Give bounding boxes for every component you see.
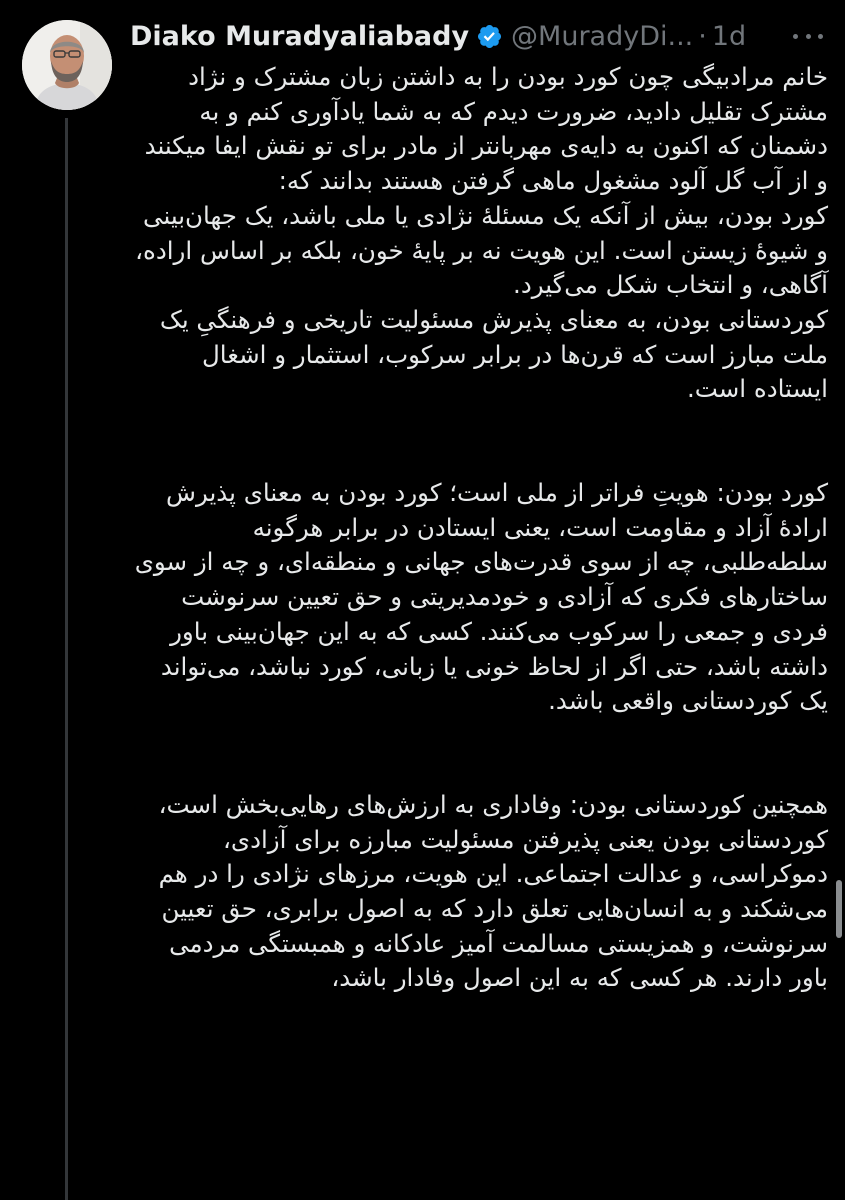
scrollbar-thumb[interactable]: [836, 880, 842, 938]
verified-badge-icon: [476, 23, 503, 50]
tweet-text: [130, 60, 828, 996]
author-handle[interactable]: @MuradyDi...: [511, 20, 694, 52]
timestamp[interactable]: 1d: [711, 20, 747, 52]
avatar[interactable]: [22, 20, 112, 110]
paragraph-spacer: [130, 407, 828, 476]
tweet-paragraph-3: همچنین کوردستانی بودن: وفاداری به ارزش‌های رهایی‌بخش است، کوردستانی بودن یعنی پذیرفتن مسئولیت مبارزه برای آزادی، دموکراسی، و عدالت اجتماعی. این هویت، مرزهای نژادی را در هم می‌شکند و به انسان‌هایی تعلق دارد که به اصول برابری، حق تعیین سرنوشت، و همزیستی مسالمت آمیز عادکانه و همبستگی مردمی باور دارند. هر کسی که به این اصول وفادار باشد،: [158, 789, 828, 993]
tweet-paragraph-2: کورد بودن: هویتِ فراتر از ملی است؛ کورد بودن به معنای پذیرش ارادهٔ آزاد و مقاومت است، یعنی ایستادن در برابر هرگونه سلطه‌طلبی، چه از سوی قدرت‌های جهانی و منطقه‌ای، و چه از سوی ساختارهای فکری که آزادی و خودمدیریتی و حق تعیین سرنوشت فردی و جمعی را سرکوب می‌کنند. کسی که به این جهان‌بینی باور داشته باشد، حتی اگر از لحاظ خونی یا زبانی، کورد نباشد، می‌تواند یک کوردستانی واقعی باشد.: [134, 478, 828, 716]
thread-line: [65, 118, 68, 1200]
author-name[interactable]: Diako Muradyaliabady: [130, 20, 470, 52]
more-options-icon[interactable]: [793, 24, 823, 48]
paragraph-spacer: [130, 719, 828, 788]
tweet-paragraph-1: خانم مرادبیگی چون کورد بودن را به داشتن زبان مشترک و نژاد مشترک تقلیل دادید، ضرورت دیدم که به شما یادآوری کنم و به دشمنان که اکنون به دایه‌ی مهربانتر از مادر برای تو نقش ایفا میکنند و از آب گل آلود مشغول ماهی گرفتن هستند بدانند که: کورد بودن، بیش از آنکه یک مسئلهٔ نژادی یا ملی باشد، یک جهان‌بینی و شیوهٔ زیستن است. این هویت نه بر پایهٔ خون، بلکه بر اساس اراده، آگاهی، و انتخاب شکل می‌گیرد. کوردستانی بودن، به معنای پذیرش مسئولیت تاریخی و فرهنگیِ یک ملت مبارز است که قرن‌ها در برابر سرکوب، استثمار و اشغال ایستاده است.: [135, 62, 828, 404]
avatar-photo: [22, 20, 112, 110]
tweet-header: [130, 14, 825, 58]
separator-dot: ·: [698, 20, 707, 52]
